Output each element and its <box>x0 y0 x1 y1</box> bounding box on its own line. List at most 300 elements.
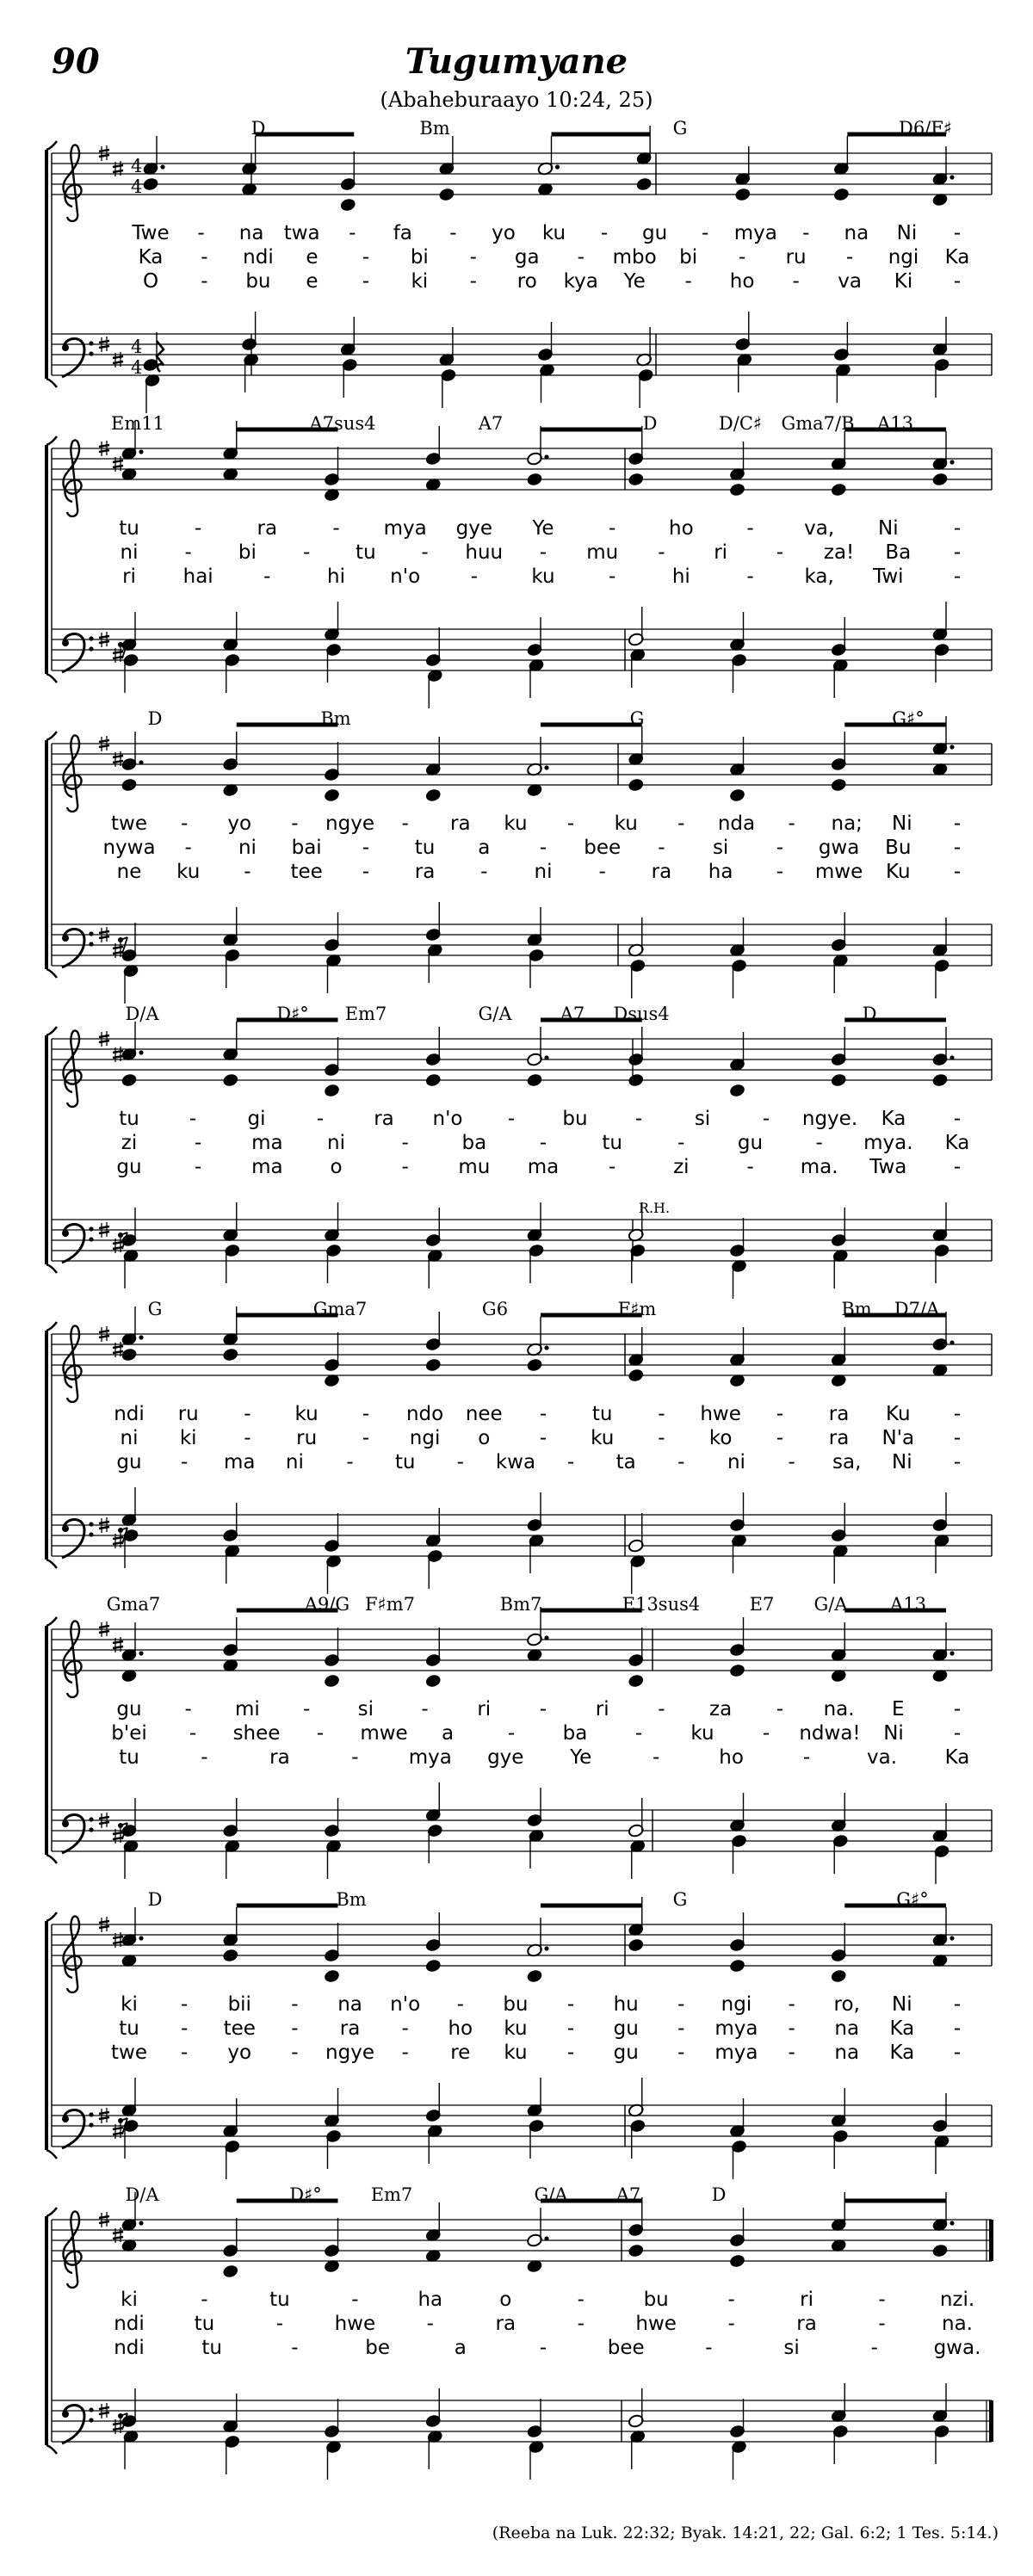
lyric-syllable: tu <box>119 1746 139 1769</box>
lyric-syllable: yo <box>227 812 252 835</box>
lyric-syllable: - <box>184 837 192 859</box>
note <box>629 1244 646 1283</box>
note <box>931 473 948 487</box>
note <box>425 627 442 667</box>
note <box>241 312 257 351</box>
note <box>931 2244 948 2258</box>
lyric-syllable: - <box>953 1156 962 1178</box>
chord-symbol: Gma7 <box>106 1594 161 1615</box>
note <box>526 1788 542 1827</box>
note <box>121 732 143 771</box>
lyric-syllable: - <box>184 541 192 564</box>
chord-symbol: D <box>147 1889 163 1910</box>
note <box>831 1208 847 1247</box>
lyric-syllable: ma. <box>800 1156 838 1178</box>
note <box>222 2218 238 2258</box>
note <box>628 2244 644 2258</box>
lyric-syllable: - <box>802 222 810 244</box>
lyric-syllable: - <box>788 1993 795 2016</box>
lyric-syllable: - <box>577 2313 585 2335</box>
lyric-syllable: ri <box>714 541 728 564</box>
treble-clef-icon <box>63 440 81 516</box>
lyric-syllable: - <box>953 812 962 835</box>
note <box>628 1027 644 1066</box>
sharp-stroke <box>113 761 123 763</box>
lyric-syllable: twe <box>111 2042 147 2064</box>
note <box>832 2129 849 2169</box>
lyric-syllable: ka, <box>804 565 834 588</box>
lyric-syllable: - <box>788 2042 795 2064</box>
lyric-syllable: na; <box>831 812 863 835</box>
lyric-syllable: ko <box>708 1427 733 1449</box>
lyric-syllable: ngi <box>888 246 919 269</box>
hymn-subtitle: (Abaheburaayo 10:24, 25) <box>380 88 653 112</box>
note <box>933 1244 949 1283</box>
note <box>729 1617 745 1657</box>
sharp-stroke <box>99 1035 109 1037</box>
note <box>629 1839 646 1879</box>
lyric-syllable: - <box>302 1698 311 1720</box>
note-dot <box>949 460 954 464</box>
lyric-syllable: ki <box>121 1993 138 2016</box>
note-dot <box>139 760 143 764</box>
lyric-syllable: - <box>953 1451 962 1473</box>
lyric-syllable: tu <box>119 1108 139 1130</box>
note <box>628 1674 644 1689</box>
lyric-syllable: ndi <box>114 2313 145 2335</box>
time-signature-top: 4 <box>131 156 143 176</box>
note <box>142 177 158 192</box>
lyric-syllable: - <box>598 861 606 883</box>
note-head <box>121 1348 137 1362</box>
note <box>731 2440 747 2480</box>
bass-clef-dot <box>89 351 93 355</box>
lyric-syllable: - <box>702 222 709 244</box>
lyric-syllable: bii <box>227 1993 251 2016</box>
lyric-syllable: - <box>180 1993 189 2016</box>
lyric-syllable: tu <box>119 2017 139 2040</box>
lyric-syllable: Ni <box>883 1722 904 1745</box>
note-head <box>142 177 158 192</box>
note <box>222 421 238 460</box>
lyric-syllable: mya <box>733 222 777 244</box>
note-head <box>831 483 847 497</box>
bass-staff <box>52 1515 992 1556</box>
note <box>425 1782 442 1822</box>
lyric-syllable: - <box>539 1427 547 1449</box>
note <box>731 2140 747 2179</box>
lyric-syllable: gu <box>737 1132 764 1154</box>
treble-staff <box>52 1629 992 1671</box>
note-dot <box>139 1651 143 1655</box>
bass-staff <box>52 1810 992 1851</box>
lyric-syllable: - <box>351 1746 359 1769</box>
sharp-stroke <box>113 1351 123 1353</box>
lyric-syllable: - <box>469 270 477 293</box>
bass-clef-dot <box>62 344 69 351</box>
lyric-syllable: ma <box>527 1156 560 1178</box>
note-dot <box>949 175 954 179</box>
system-bracket <box>46 2208 57 2216</box>
lyric-syllable: a <box>454 2337 467 2359</box>
note-dot <box>949 1936 954 1940</box>
note <box>325 1839 342 1879</box>
note <box>731 959 747 998</box>
note <box>340 198 356 213</box>
sharp-stroke <box>113 361 123 363</box>
lyric-syllable: - <box>609 517 616 540</box>
lyric-syllable: huu <box>465 541 504 564</box>
bass-staff <box>52 1220 992 1261</box>
music-system <box>46 1889 992 2179</box>
lyric-syllable: - <box>401 1132 409 1154</box>
chord-symbol: Dsus4 <box>613 1004 670 1024</box>
note <box>425 1358 442 1373</box>
bass-clef-dot <box>62 1820 69 1827</box>
note <box>931 1202 948 1242</box>
note <box>222 907 238 947</box>
note <box>528 2440 544 2480</box>
lyric-syllable: ni <box>285 1451 304 1473</box>
lyric-syllable: - <box>539 541 547 564</box>
note-dot <box>949 1651 954 1655</box>
lyric-syllable: ki <box>179 1427 197 1449</box>
lyric-syllable: - <box>244 1427 251 1449</box>
note <box>121 1208 137 1247</box>
lyric-syllable: - <box>953 1722 962 1745</box>
note <box>342 358 358 398</box>
bass-clef-dot <box>89 1226 93 1231</box>
sharp-stroke <box>99 931 109 933</box>
note <box>628 607 644 646</box>
bass-staff <box>52 629 992 670</box>
system-bracket <box>46 1264 57 1273</box>
lyric-syllable: - <box>291 812 299 835</box>
note <box>224 1839 240 1879</box>
lyric-syllable: - <box>577 2289 585 2311</box>
system-bracket <box>46 674 57 683</box>
chord-symbol: Bm <box>320 708 351 729</box>
note <box>121 2078 137 2117</box>
sharp-stroke <box>99 936 109 938</box>
lyric-syllable: - <box>878 2289 886 2311</box>
note <box>629 1554 646 1594</box>
note <box>729 737 745 776</box>
note-dot <box>139 1050 143 1054</box>
note <box>425 1912 442 1952</box>
lyric-syllable: - <box>180 812 189 835</box>
lyric-syllable: o <box>499 2289 512 2311</box>
note <box>832 1834 849 1874</box>
note-head <box>628 1674 644 1689</box>
note-dot <box>139 2221 143 2225</box>
lyric-syllable: - <box>539 1403 547 1425</box>
lyric-syllable: ri <box>477 1698 492 1720</box>
lyric-syllable: - <box>201 270 208 293</box>
note-head <box>729 1664 745 1678</box>
note <box>731 653 747 693</box>
note <box>831 1923 847 1962</box>
lyric-syllable: - <box>291 2337 299 2359</box>
lyric-syllable: gi <box>247 1108 266 1130</box>
lyric-syllable: - <box>244 861 251 883</box>
time-signature-top: 4 <box>131 337 143 357</box>
lyric-syllable: e <box>306 270 319 293</box>
note <box>241 136 257 176</box>
lyric-syllable: - <box>566 812 575 835</box>
lyric-syllable: a <box>441 1722 455 1745</box>
lyric-syllable: Bu <box>885 837 912 859</box>
lyric-syllable: ku <box>541 222 566 244</box>
lyric-syllable: - <box>953 1427 962 1449</box>
lyric-syllable: ho <box>729 270 755 293</box>
sharp-stroke <box>113 947 123 948</box>
lyric-syllable: bu <box>245 270 271 293</box>
lyric-syllable: ra <box>269 1746 290 1769</box>
note-dot <box>949 744 954 749</box>
sharp-stroke <box>113 460 123 462</box>
lyric-syllable: ra <box>339 2017 361 2040</box>
sharp-stroke <box>99 1926 109 1928</box>
note <box>324 1513 340 1553</box>
lyric-syllable: - <box>180 1451 189 1473</box>
sharp-stroke <box>99 450 109 452</box>
time-signature-bottom: 4 <box>131 176 143 197</box>
lyric-syllable: n'o <box>390 565 421 588</box>
lyric-syllable: kya <box>563 270 598 293</box>
chord-symbol: D/A <box>125 1004 159 1024</box>
bass-staff <box>52 2105 992 2147</box>
note <box>528 2119 544 2159</box>
lyric-syllable: Ki <box>894 270 913 293</box>
note <box>324 742 340 781</box>
note <box>729 1218 745 1257</box>
lyric-syllable: Ye <box>570 1746 592 1769</box>
bass-clef-dot <box>89 931 93 936</box>
lyric-syllable: ru <box>296 1427 318 1449</box>
lyric-syllable: - <box>362 246 370 269</box>
note <box>526 737 548 776</box>
note-head <box>729 1084 745 1098</box>
treble-clef-icon <box>63 2211 81 2288</box>
treble-clef-icon <box>63 1916 81 1992</box>
lyric-syllable: - <box>677 1993 685 2016</box>
lyric-syllable: - <box>738 246 746 269</box>
lyric-syllable: gye <box>487 1746 524 1769</box>
note <box>729 442 745 481</box>
lyric-syllable: tu <box>394 1451 416 1473</box>
lyric-syllable: - <box>762 1722 770 1745</box>
sharp-stroke <box>113 1641 123 1643</box>
note <box>438 136 455 176</box>
lyric-syllable: ki <box>411 270 429 293</box>
lyric-syllable: ri <box>122 565 136 588</box>
lyric-syllable: va. <box>867 1746 898 1769</box>
treble-staff <box>52 1924 992 1966</box>
lyric-syllable: ki <box>121 2289 138 2311</box>
note <box>628 2388 644 2428</box>
note <box>933 1534 949 1573</box>
note <box>121 1348 137 1362</box>
note <box>122 1249 139 1288</box>
system-bracket <box>46 969 57 978</box>
lyric-syllable: ni <box>238 837 257 859</box>
lyric-syllable: - <box>705 2337 713 2359</box>
chord-symbol: D <box>251 118 266 139</box>
lyric-syllable: ra <box>651 861 672 883</box>
note-head <box>833 188 850 202</box>
note <box>438 188 455 202</box>
lyric-syllable: Ku <box>886 1403 911 1425</box>
lyric-syllable: - <box>953 1698 962 1720</box>
lyric-syllable: tu <box>269 2289 290 2311</box>
note <box>729 788 745 803</box>
lyric-syllable: ra <box>374 1108 394 1130</box>
lyric-syllable: ba <box>461 1132 487 1154</box>
sharp-stroke <box>99 1041 109 1042</box>
note <box>729 1084 745 1098</box>
sharp-stroke <box>99 1522 109 1523</box>
sharp-stroke <box>113 1537 123 1539</box>
lyric-syllable: ra <box>828 1403 850 1425</box>
note <box>324 1674 340 1689</box>
note <box>526 2399 542 2438</box>
note-head <box>729 2254 745 2269</box>
note <box>734 188 751 202</box>
sharp-stroke <box>113 652 123 653</box>
note <box>931 317 948 356</box>
sharp-stroke <box>113 1937 123 1938</box>
lyric-syllable: bu <box>562 1108 588 1130</box>
lyric-syllable: na <box>238 222 264 244</box>
lyric-syllable: ku <box>504 812 528 835</box>
note <box>438 327 455 367</box>
bass-clef-dot <box>89 636 93 640</box>
lyric-syllable: bi <box>410 246 429 269</box>
chord-symbol: D <box>862 1004 877 1024</box>
lyric-syllable: za! <box>823 541 855 564</box>
lyric-syllable: - <box>539 837 547 859</box>
note-head <box>324 1674 340 1689</box>
lyric-syllable: - <box>539 1132 547 1154</box>
sharp-stroke <box>99 2407 109 2409</box>
note <box>831 2192 847 2232</box>
lyric-syllable: - <box>291 2017 299 2040</box>
chord-symbol: F♯m7 <box>364 1594 416 1615</box>
note <box>628 2078 644 2117</box>
lyric-syllable: - <box>677 2042 685 2064</box>
sharp-stroke <box>113 1242 123 1244</box>
note <box>121 1487 137 1527</box>
chord-symbol: Em7 <box>344 1004 387 1024</box>
bass-clef-dot <box>89 646 93 651</box>
lyric-syllable: ku <box>504 2017 528 2040</box>
note <box>729 2399 745 2438</box>
sharp-stroke <box>113 1051 123 1053</box>
music-system <box>46 1299 992 1594</box>
lyric-syllable: - <box>566 1993 575 2016</box>
lyric-syllable: gu <box>116 1698 142 1720</box>
lyric-syllable: hi <box>327 565 345 588</box>
note <box>224 653 240 693</box>
note <box>526 426 548 466</box>
lyric-syllable: na <box>834 2042 860 2064</box>
sharp-stroke <box>113 356 123 358</box>
lyric-syllable: shee <box>232 1722 281 1745</box>
note-dot <box>139 1936 143 1940</box>
treble-staff <box>52 153 992 195</box>
lyric-syllable: - <box>953 837 962 859</box>
note <box>324 1332 340 1372</box>
lyric-syllable: ku <box>294 1403 319 1425</box>
chord-symbol: G6 <box>481 1299 509 1319</box>
lyric-syllable: - <box>291 1993 299 2016</box>
sharp-stroke <box>99 1226 109 1228</box>
sharp-stroke <box>99 1336 109 1337</box>
lyric-syllable: ra <box>495 2313 516 2335</box>
note-head <box>831 1073 847 1088</box>
lyric-syllable: twe <box>111 812 147 835</box>
chord-symbol: D6/F♯ <box>898 118 953 139</box>
lyric-syllable: ra <box>450 812 471 835</box>
sharp-stroke <box>99 1822 109 1824</box>
note <box>526 1918 548 1957</box>
note <box>427 1249 443 1288</box>
lyric-syllable: - <box>346 1451 354 1473</box>
chord-symbol: G <box>629 708 645 729</box>
note-head <box>222 1949 238 1963</box>
treble-staff <box>52 2220 992 2261</box>
note <box>222 612 238 652</box>
note <box>931 1073 948 1088</box>
system-bracket <box>46 2150 57 2159</box>
treble-staff <box>52 448 992 490</box>
lyric-syllable: n'o <box>390 1993 421 2016</box>
bass-clef-dot <box>62 1525 69 1532</box>
lyric-syllable: si <box>783 2337 800 2359</box>
note <box>122 2430 139 2469</box>
lyric-syllable: - <box>189 1722 197 1745</box>
lyric-syllable: - <box>658 1427 665 1449</box>
chord-symbol: G/A <box>534 2184 568 2205</box>
note-head <box>324 1969 340 1984</box>
lyric-syllable: - <box>480 861 488 883</box>
lyric-syllable: ndi <box>114 2337 145 2359</box>
lyric-syllable: - <box>953 2042 962 2064</box>
note <box>340 151 356 191</box>
lyric-syllable: gwa. <box>933 2337 981 2359</box>
lyric-syllable: - <box>677 2017 685 2040</box>
lyric-syllable: ni <box>327 1132 345 1154</box>
lyric-syllable: gwa <box>818 837 860 859</box>
lyric-syllable: ro, <box>833 1993 860 2016</box>
lyric-syllable: nzi. <box>939 2289 975 2311</box>
lyric-syllable: - <box>316 1722 325 1745</box>
lyric-syllable: Ni <box>896 222 918 244</box>
lyric-syllable: - <box>727 2289 735 2311</box>
lyric-syllable: ri <box>800 2289 814 2311</box>
lyric-syllable: ho <box>669 517 694 540</box>
system-bracket <box>46 1322 57 1331</box>
lyric-syllable: be <box>365 2337 390 2359</box>
bass-staff <box>52 334 992 375</box>
chord-symbol: E7 <box>749 1594 775 1615</box>
bass-clef-dot <box>62 1230 69 1237</box>
note-head <box>438 188 455 202</box>
lyric-syllable: Ba <box>885 541 912 564</box>
note <box>324 2399 340 2438</box>
bass-clef-dot <box>62 639 69 646</box>
